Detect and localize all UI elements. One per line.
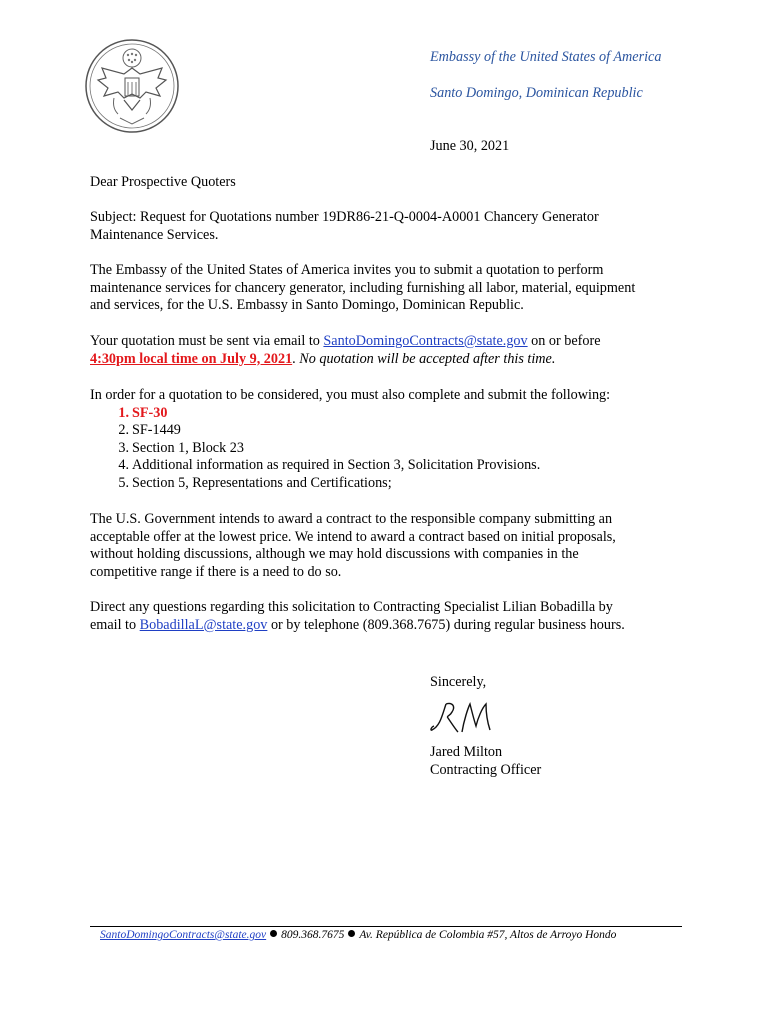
footer-email-link[interactable]: SantoDomingoContracts@state.gov: [100, 929, 267, 941]
award-line2: acceptable offer at the lowest price. We intend to award a contract based on initial proposals,: [90, 528, 616, 545]
item-text: Additional information as required in Section 3, Solicitation Provisions.: [132, 457, 541, 473]
footer-divider: [90, 926, 682, 927]
deadline-prefix: Your quotation must be sent via email to: [90, 333, 324, 349]
questions-prefix: email to: [90, 616, 140, 633]
signer-name: Jared Milton: [430, 744, 503, 760]
award-line1: The U.S. Government intends to award a contract to the responsible company submitting an: [90, 511, 613, 527]
item-number: 1.: [118, 404, 129, 421]
item-number: 3.: [118, 439, 129, 456]
subject-line2: Maintenance Services.: [90, 226, 219, 243]
letterhead-line1: Embassy of the United States of America: [430, 49, 662, 65]
deadline-paragraph: [90, 333, 601, 368]
footer-address: Av. República de Colombia #57, Altos de Arroyo Hondo: [359, 929, 617, 941]
award-paragraph: [90, 511, 616, 581]
list-item: [110, 422, 610, 440]
list-item: [110, 405, 610, 423]
closing-sincerely: Sincerely,: [430, 674, 487, 690]
bullet-icon: [270, 930, 277, 937]
deadline-dot: .: [292, 350, 300, 367]
requirements-intro: In order for a quotation to be considered, you must also complete and submit the following:: [90, 387, 611, 403]
intro-line1: The Embassy of the United States of America invites you to submit a quotation to perform: [90, 262, 604, 278]
item-number: 4.: [118, 457, 129, 473]
contracts-email-link[interactable]: SantoDomingoContracts@state.gov: [323, 333, 528, 349]
deadline-suffix: on or before: [527, 333, 601, 349]
requirements-section: [90, 387, 610, 492]
intro-line2: maintenance services for chancery generator, including furnishing all labor, material, equipment: [90, 279, 636, 296]
embassy-seal: [84, 38, 180, 134]
requirements-list: [110, 405, 610, 493]
list-item: [110, 457, 610, 475]
questions-line1: Direct any questions regarding this solicitation to Contracting Specialist Lilian Bobadilla by: [90, 599, 613, 615]
subject-line1: Subject: Request for Quotations number 19DR86-21-Q-0004-A0001 Chancery Generator: [90, 209, 599, 225]
deadline-note: No quotation will be accepted after this time.: [299, 350, 556, 367]
deadline-time: 4:30pm local time on July 9, 2021: [90, 350, 293, 367]
footer: [100, 929, 616, 941]
letterhead-line2: Santo Domingo, Dominican Republic: [430, 85, 643, 101]
item-text: SF-1449: [132, 422, 181, 438]
award-line3: without holding discussions, although we may hold discussions with companies in the: [90, 546, 579, 562]
signer-title: Contracting Officer: [430, 761, 542, 778]
signature: [428, 696, 498, 738]
list-item: [110, 475, 610, 493]
intro-paragraph: [90, 262, 635, 315]
footer-phone: 809.368.7675: [281, 929, 345, 941]
list-item: [110, 440, 610, 458]
award-line4: competitive range if there is a need to do so.: [90, 563, 342, 580]
salutation: Dear Prospective Quoters: [90, 174, 236, 190]
item-number: 5.: [118, 474, 129, 491]
signature-text: JRM: [428, 696, 430, 697]
letter-date: June 30, 2021: [430, 138, 510, 154]
item-text: SF-30: [132, 404, 168, 421]
bobadilla-email-link[interactable]: BobadillaL@state.gov: [139, 616, 268, 633]
item-text: Section 5, Representations and Certifications;: [132, 474, 392, 491]
bullet-icon: [348, 930, 355, 937]
signer-block: [430, 744, 541, 779]
subject: [90, 209, 599, 244]
intro-line3: and services, for the U.S. Embassy in Santo Domingo, Dominican Republic.: [90, 297, 524, 313]
questions-suffix: or by telephone (809.368.7675) during regular business hours.: [267, 616, 625, 633]
item-text: Section 1, Block 23: [132, 439, 244, 456]
questions-paragraph: [90, 599, 625, 634]
item-number: 2.: [118, 422, 129, 438]
